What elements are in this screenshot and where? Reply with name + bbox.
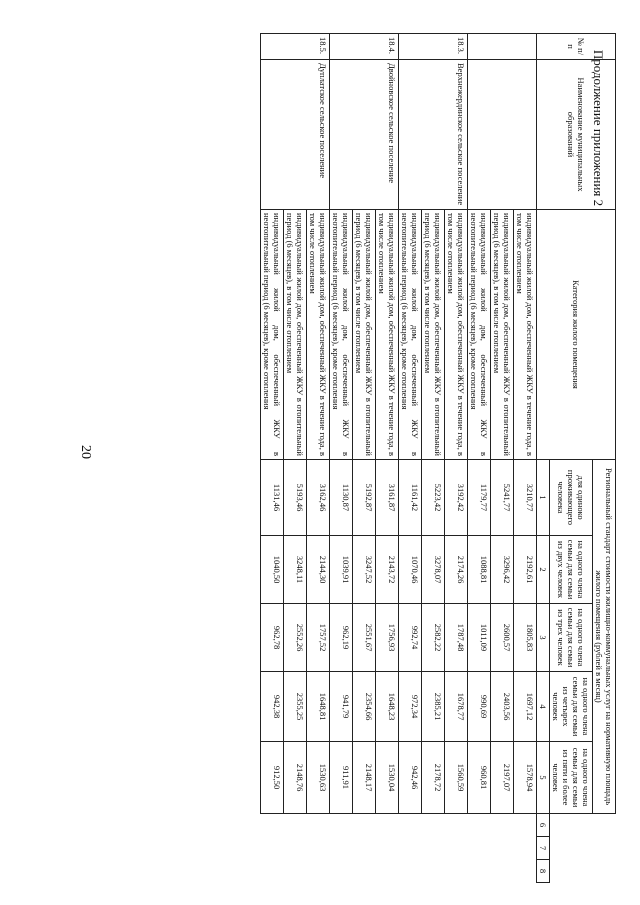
value-cell: 990,69	[468, 672, 491, 742]
value-cell: 960,81	[468, 742, 491, 814]
value-cell: 941,79	[330, 672, 353, 742]
value-cell: 1648,81	[307, 672, 330, 742]
value-cell: 1757,52	[307, 604, 330, 672]
housing-category: индивидуальный жилой дом, обеспеченный ЖКУ в отопительный период (6 месяцев), в том числе отоплением	[422, 210, 445, 460]
value-cell: 2197,07	[491, 742, 514, 814]
value-cell: 911,91	[330, 742, 353, 814]
housing-category: индивидуальный жилой дом, обеспеченный ЖКУ в течение года, в том числе отоплением	[445, 210, 468, 460]
value-cell: 1130,87	[330, 460, 353, 536]
value-cell: 2582,22	[422, 604, 445, 672]
value-cell: 1648,23	[376, 672, 399, 742]
value-cell: 1530,63	[307, 742, 330, 814]
value-cell: 2600,57	[491, 604, 514, 672]
table-row	[445, 34, 468, 883]
value-cell: 1040,50	[261, 536, 284, 604]
table-row	[514, 34, 537, 883]
col-number: 2	[537, 536, 550, 604]
housing-category: индивидуальный жилой дом, обеспеченный ЖКУ в течение года, в том числе отоплением	[307, 210, 330, 460]
row-index: 18.4.	[330, 34, 399, 60]
value-cell: 942,38	[261, 672, 284, 742]
header-sub-1: для одиноко проживающего человека	[550, 460, 593, 536]
housing-category: индивидуальный жилой дом, обеспеченный ЖКУ в отопительный период (6 месяцев), в том числе отоплением	[353, 210, 376, 460]
value-cell: 2192,61	[514, 536, 537, 604]
housing-category: индивидуальный жилой дом, обеспеченный ЖКУ в неотопительный период (6 месяцев), кроме отопления	[330, 210, 353, 460]
row-index	[468, 34, 537, 60]
value-cell: 3247,52	[353, 536, 376, 604]
value-cell: 1697,12	[514, 672, 537, 742]
housing-category: индивидуальный жилой дом, обеспеченный ЖКУ в течение года, в том числе отоплением	[376, 210, 399, 460]
value-cell: 3161,87	[376, 460, 399, 536]
row-index: 18.3.	[399, 34, 468, 60]
value-cell: 2385,21	[422, 672, 445, 742]
value-cell: 1161,42	[399, 460, 422, 536]
col-number: 7	[537, 837, 550, 860]
value-cell: 1805,83	[514, 604, 537, 672]
housing-category: индивидуальный жилой дом, обеспеченный ЖКУ в течение года, в том числе отоплением	[514, 210, 537, 460]
row-index: 18.5.	[261, 34, 330, 60]
value-cell: 5193,46	[284, 460, 307, 536]
value-cell: 5192,87	[353, 460, 376, 536]
value-cell: 2552,26	[284, 604, 307, 672]
header-sub-4: на одного члена семьи для семьи из четырех человек	[550, 672, 593, 742]
value-cell: 2148,76	[284, 742, 307, 814]
table-row	[376, 34, 399, 883]
value-cell: 3162,46	[307, 460, 330, 536]
col-number: 4	[537, 672, 550, 742]
header-sub-2: на одного члена семьи для семьи из двух человек	[550, 536, 593, 604]
value-cell: 2144,30	[307, 536, 330, 604]
rotated-table-wrapper	[146, 33, 616, 883]
header-num: № п/п	[537, 34, 616, 60]
municipality-name: Двойновское сельское поселение	[330, 60, 399, 210]
value-cell: 3192,42	[445, 460, 468, 536]
value-cell: 2178,72	[422, 742, 445, 814]
value-cell: 1756,93	[376, 604, 399, 672]
appendix-title: Продолжение приложения 2	[591, 49, 606, 207]
value-cell: 2174,26	[445, 536, 468, 604]
standards-table	[260, 33, 616, 883]
value-cell: 992,74	[399, 604, 422, 672]
value-cell: 1070,46	[399, 536, 422, 604]
header-category: Категория жилого помещения	[537, 210, 616, 460]
value-cell: 942,46	[399, 742, 422, 814]
table-body	[261, 34, 537, 883]
value-cell: 1560,59	[445, 742, 468, 814]
value-cell: 2551,67	[353, 604, 376, 672]
value-cell: 5241,77	[491, 460, 514, 536]
value-cell: 1088,81	[468, 536, 491, 604]
header-name: Наименование муниципальных образований	[537, 60, 616, 210]
value-cell: 1578,94	[514, 742, 537, 814]
col-number: 1	[537, 460, 550, 536]
value-cell: 3210,77	[514, 460, 537, 536]
housing-category: индивидуальный жилой дом, обеспеченный ЖКУ в отопительный период (6 месяцев), в том числе отоплением	[284, 210, 307, 460]
header-standard: Региональный стандарт стоимости жилищно-коммунальных услуг на нормативную площадь жилого помещения (рублей в месяц)	[593, 460, 616, 814]
housing-category: индивидуальный жилой дом, обеспеченный ЖКУ в неотопительный период (6 месяцев), кроме отопления	[261, 210, 284, 460]
value-cell: 1011,09	[468, 604, 491, 672]
housing-category: индивидуальный жилой дом, обеспеченный ЖКУ в отопительный период (6 месяцев), в том числе отоплением	[491, 210, 514, 460]
header-sub-5: на одного члена семьи для семьи из пяти и более человек	[550, 742, 593, 814]
municipality-name	[468, 60, 537, 210]
col-number: 8	[537, 860, 550, 883]
header-sub-3: на одного члена семьи для семьи из трех человек	[550, 604, 593, 672]
value-cell: 3296,42	[491, 536, 514, 604]
page-number: 20	[78, 445, 93, 459]
col-number: 6	[537, 814, 550, 837]
value-cell: 5223,42	[422, 460, 445, 536]
value-cell: 1131,46	[261, 460, 284, 536]
value-cell: 1039,91	[330, 536, 353, 604]
value-cell: 972,34	[399, 672, 422, 742]
value-cell: 1787,48	[445, 604, 468, 672]
col-number: 5	[537, 742, 550, 814]
table-row	[307, 34, 330, 883]
value-cell: 2354,66	[353, 672, 376, 742]
value-cell: 1678,77	[445, 672, 468, 742]
municipality-name: Дуплатское сельское поселение	[261, 60, 330, 210]
value-cell: 912,50	[261, 742, 284, 814]
value-cell: 3248,11	[284, 536, 307, 604]
value-cell: 962,78	[261, 604, 284, 672]
value-cell: 2403,56	[491, 672, 514, 742]
housing-category: индивидуальный жилой дом, обеспеченный ЖКУ в неотопительный период (6 месяцев), кроме отопления	[399, 210, 422, 460]
housing-category: индивидуальный жилой дом, обеспеченный ЖКУ в неотопительный период (6 месяцев), кроме отопления	[468, 210, 491, 460]
table-header	[537, 34, 616, 883]
col-number: 3	[537, 604, 550, 672]
value-cell: 2355,25	[284, 672, 307, 742]
value-cell: 1530,04	[376, 742, 399, 814]
value-cell: 1179,77	[468, 460, 491, 536]
value-cell: 2148,17	[353, 742, 376, 814]
value-cell: 2143,72	[376, 536, 399, 604]
value-cell: 3278,07	[422, 536, 445, 604]
municipality-name: Верхнежердинское сельское поселение	[399, 60, 468, 210]
value-cell: 962,19	[330, 604, 353, 672]
